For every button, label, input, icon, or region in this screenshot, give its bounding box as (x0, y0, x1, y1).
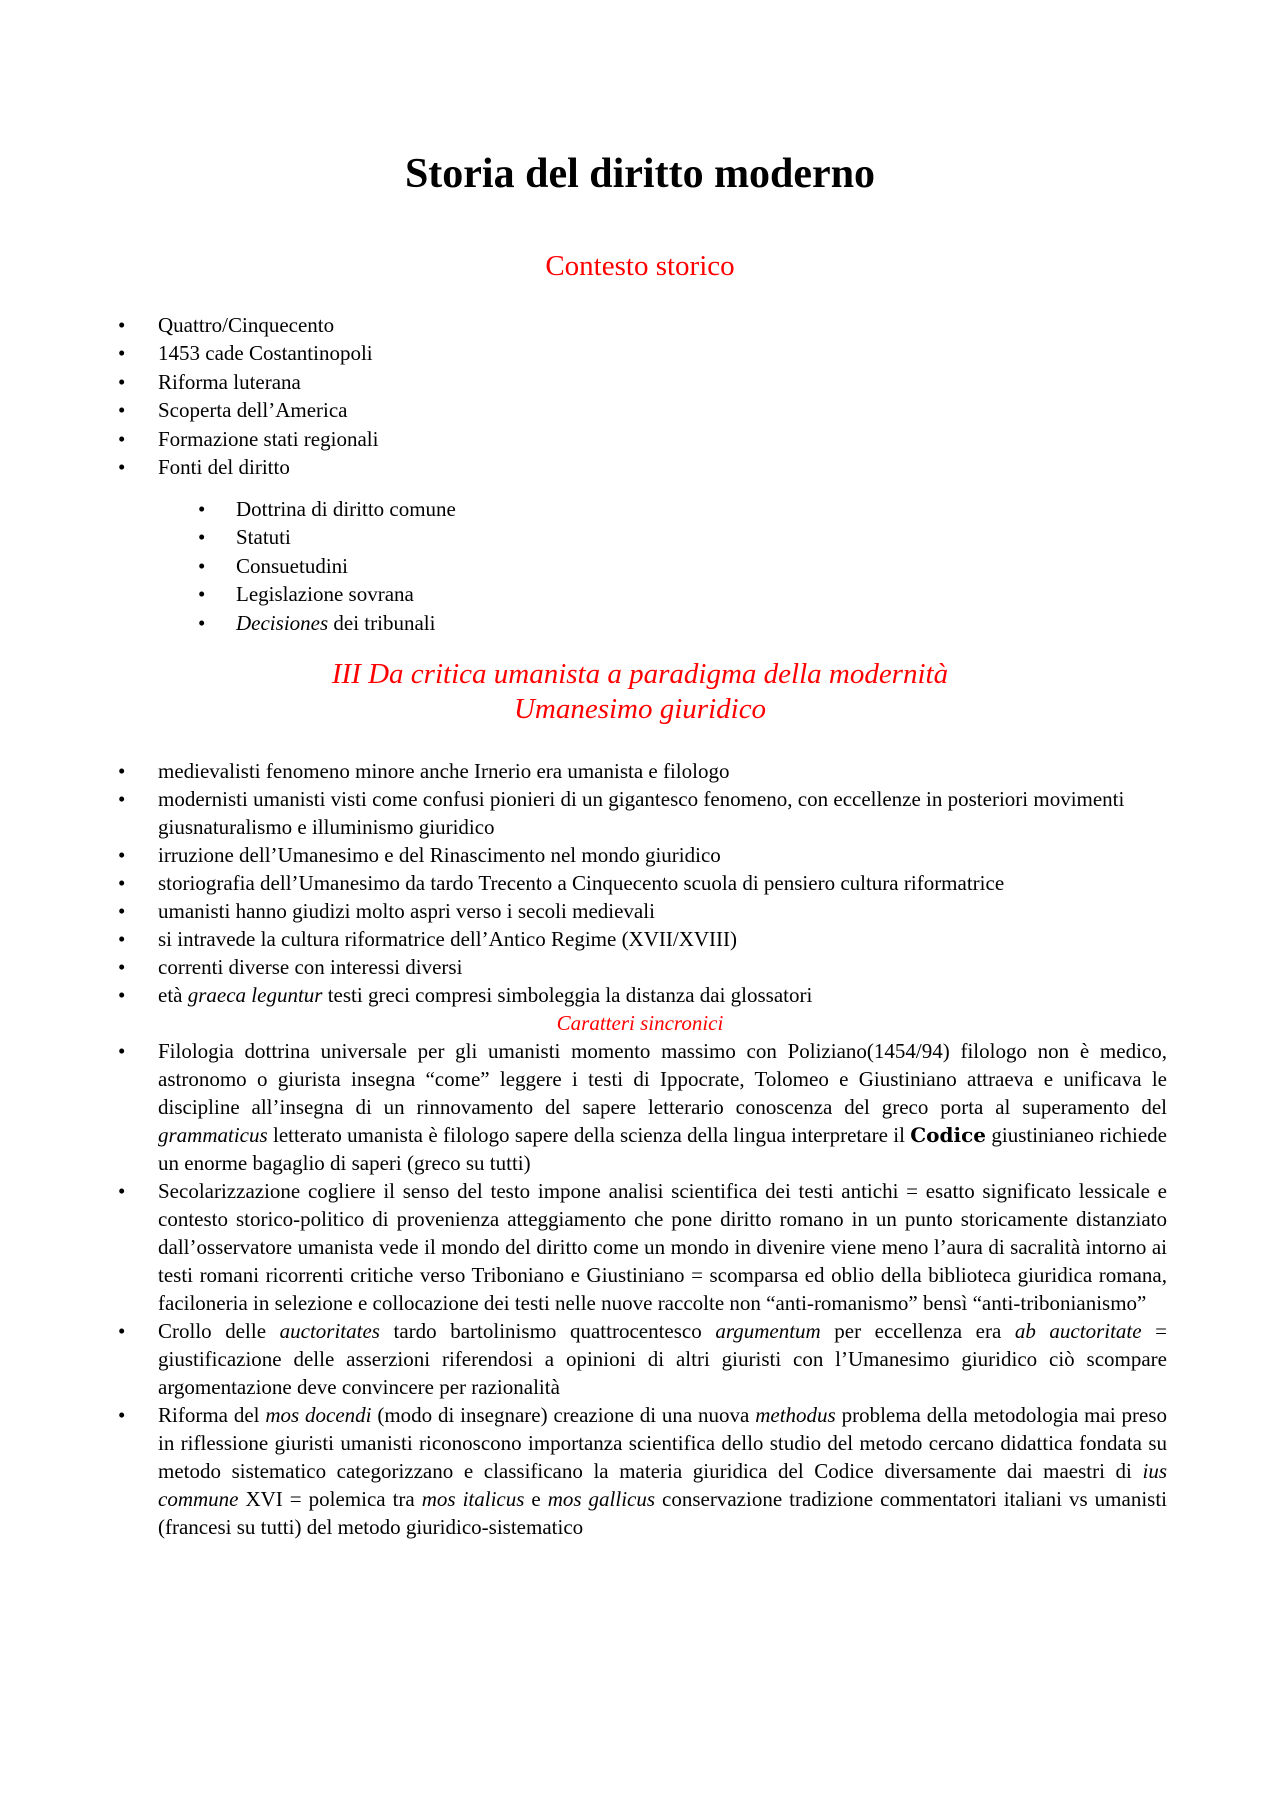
list-item: • correnti diverse con interessi diversi (118, 955, 463, 979)
list-item: • si intravede la cultura riformatrice dell’Antico Regime (XVII/XVIII) (118, 927, 738, 951)
bullet-icon: • (118, 927, 126, 951)
list-item: • storiografia dell’Umanesimo da tardo Trecento a Cinquecento scuola di pensiero cultura riformatrice (118, 871, 1005, 895)
list-item: • irruzione dell’Umanesimo e del Rinascimento nel mondo giuridico (118, 843, 721, 867)
list-item: • modernisti umanisti visti come confusi pionieri di un gigantesco fenomeno, con eccellenze in posteriori movimenti giusnaturalismo e illuminismo giuridico (118, 787, 1125, 839)
list-item: • Scoperta dell’America (118, 398, 348, 423)
section-heading (0, 657, 1280, 727)
bullet-icon: • (118, 341, 126, 366)
sync-heading: Caratteri sincronici (556, 1011, 724, 1035)
list-item: • Statuti (198, 525, 291, 550)
sources-sublist (0, 495, 1280, 637)
list-item: • Consuetudini (198, 553, 349, 578)
list-item-filologia: • Filologia dottrina universale per gli umanisti momento massimo con Poliziano(1454/94) filologo non è medico, astronomo o giurista insegna “come” leggere i testi di Ippocrate, Tolomeo e Giustiniano attraeva e unificava le discipline all’insegna di un rinnovamento del sapere letterario conoscenza del greco porta al superamento del grammaticus letterato umanista è filologo sapere della scienza della lingua interpretare il Codice giustinianeo richiede un enorme bagaglio di saperi (greco su tutti) (118, 1039, 1167, 1175)
bullet-icon: • (118, 426, 126, 451)
bullet-icon: • (118, 1403, 126, 1427)
bullet-icon: • (198, 525, 206, 550)
bullet-icon: • (118, 313, 126, 337)
list-item: • Formazione stati regionali (118, 426, 379, 451)
list-item: • medievalisti fenomeno minore anche Irnerio era umanista e filologo (118, 759, 730, 783)
list-item-secolarizzazione: • Secolarizzazione cogliere il senso del testo impone analisi scientifica dei testi antichi = esatto significato lessicale e contesto storico-politico di provenienza atteggiamento che pone diritto romano in un punto storicamente distanziato dall’osservatore umanista vede il mondo del diritto come un mondo in divenire viene meno l’aura di sacralità intorno ai testi romani ricorrenti critiche verso Triboniano e Giustiniano = scomparsa ed oblio della biblioteca giuridica romana, faciloneria in selezione e collocazione dei testi nelle nuove raccolte non “anti-romanismo” bensì “anti-tribonianismo” (118, 1179, 1167, 1315)
bullet-icon: • (198, 553, 206, 578)
bullet-icon: • (118, 871, 126, 895)
list-item-riforma: • Riforma del mos docendi (modo di insegnare) creazione di una nuova methodus problema della metodologia mai preso in riflessione giuristi umanisti riconoscono importanza scientifica dello studio del metodo cercano didattica fondata su metodo sistematico categorizzano e classificano la materia giuridica del Codice diversamente dai maestri di ius commune XVI = polemica tra mos italicus e mos gallicus conservazione tradizione commentatori italiani vs umanisti (francesi su tutti) del metodo giuridico-sistematico (118, 1403, 1167, 1539)
list-item: • 1453 cade Costantinopoli (118, 341, 373, 366)
page-title: Storia del diritto moderno (404, 151, 876, 197)
bullet-icon: • (118, 843, 126, 867)
sync-heading-row (0, 1009, 1280, 1037)
bullet-icon: • (118, 369, 126, 394)
bullet-icon: • (118, 398, 126, 423)
list-item: • Fonti del diritto (118, 454, 290, 479)
list-item: • umanisti hanno giudizi molto aspri verso i secoli medievali (118, 899, 655, 923)
section-heading-line-1: III Da critica umanista a paradigma della modernità (331, 658, 949, 690)
list-item: • età graeca leguntur testi greci compresi simboleggia la distanza dai glossatori (118, 983, 813, 1007)
list-item: • Decisiones dei tribunali (198, 610, 436, 635)
bullet-icon: • (118, 899, 126, 923)
bullet-icon: • (118, 955, 126, 979)
bullet-icon: • (118, 983, 126, 1007)
bullet-icon: • (198, 610, 206, 635)
context-list (0, 311, 1280, 481)
list-item: • Dottrina di diritto comune (198, 497, 456, 521)
bullet-icon: • (118, 759, 126, 783)
bullet-icon: • (198, 497, 206, 521)
bullet-icon: • (118, 1179, 126, 1203)
list-item: • Riforma luterana (118, 369, 301, 394)
bullet-icon: • (118, 787, 126, 811)
list-item: • Quattro/Cinquecento (118, 313, 335, 337)
section-heading-line-2: Umanesimo giuridico (513, 693, 767, 725)
bullet-icon: • (118, 454, 126, 479)
bullet-icon: • (198, 582, 206, 607)
list-item: • Legislazione sovrana (198, 582, 414, 607)
bullet-icon: • (118, 1319, 126, 1343)
humanism-list (0, 757, 1280, 1541)
list-item-crollo: • Crollo delle auctoritates tardo bartolinismo quattrocentesco argumentum per eccellenza era ab auctoritate = giustificazione delle asserzioni riferendosi a opinioni di altri giuristi con l’Umanesimo giuridico ciò scompare argomentazione deve convincere per razionalità (118, 1319, 1167, 1399)
bullet-icon: • (118, 1039, 126, 1063)
context-heading: Contesto storico (545, 250, 735, 282)
